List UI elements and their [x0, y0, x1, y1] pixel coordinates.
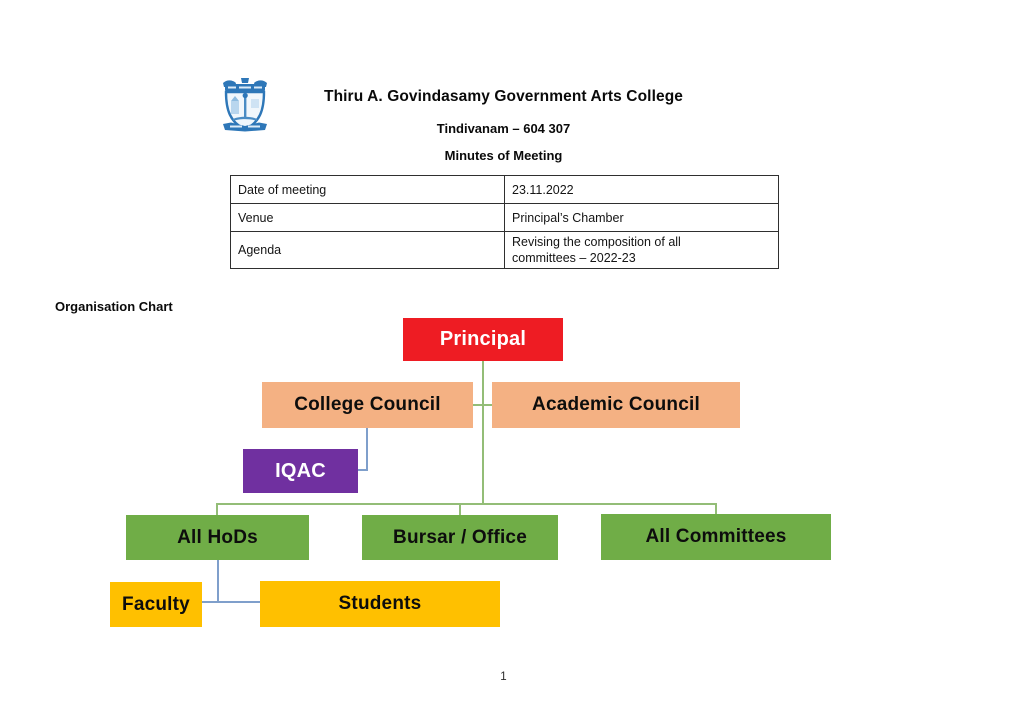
- org-node-all-hods: All HoDs: [126, 515, 309, 560]
- connector-all-hods-down-vertical: [217, 560, 219, 603]
- org-node-iqac: IQAC: [243, 449, 358, 493]
- connector-lower-tier-horizontal: [216, 503, 717, 505]
- college-name-heading: Thiru A. Govindasamy Government Arts College: [324, 88, 683, 105]
- org-node-students: Students: [260, 581, 500, 627]
- connector-drop-bursar-office: [459, 504, 461, 515]
- college-address-line: Tindivanam – 604 307: [436, 121, 571, 136]
- connector-college-council-iqac-vertical: [366, 428, 368, 471]
- section-title-organisation-chart: Organisation Chart: [55, 299, 173, 314]
- org-node-academic-council: Academic Council: [492, 382, 740, 428]
- agenda-label-cell: Agenda: [231, 232, 505, 269]
- meeting-details-table: [230, 175, 779, 269]
- document-title: Minutes of Meeting: [444, 148, 563, 163]
- connector-principal-trunk: [482, 361, 484, 504]
- org-node-faculty: Faculty: [110, 582, 202, 627]
- table-row-venue: [231, 204, 779, 232]
- table-row-date: [231, 176, 779, 204]
- table-row-agenda: [231, 232, 779, 269]
- agenda-value-cell: Revising the composition of all committees – 2022-23: [505, 232, 779, 269]
- org-node-bursar-office: Bursar / Office: [362, 515, 558, 560]
- page-number: 1: [500, 671, 507, 683]
- connector-councils-horizontal: [472, 404, 493, 406]
- date-value-cell: 23.11.2022: [505, 176, 779, 204]
- date-label-cell: Date of meeting: [231, 176, 505, 204]
- connector-college-council-iqac-horizontal: [357, 469, 368, 471]
- connector-drop-all-committees: [715, 504, 717, 514]
- org-node-college-council: College Council: [262, 382, 473, 428]
- connector-drop-all-hods: [216, 504, 218, 515]
- org-node-principal: Principal: [403, 318, 563, 361]
- venue-value-cell: Principal’s Chamber: [505, 204, 779, 232]
- venue-label-cell: Venue: [231, 204, 505, 232]
- connector-faculty-students-horizontal: [202, 601, 260, 603]
- org-node-all-committees: All Committees: [601, 514, 831, 560]
